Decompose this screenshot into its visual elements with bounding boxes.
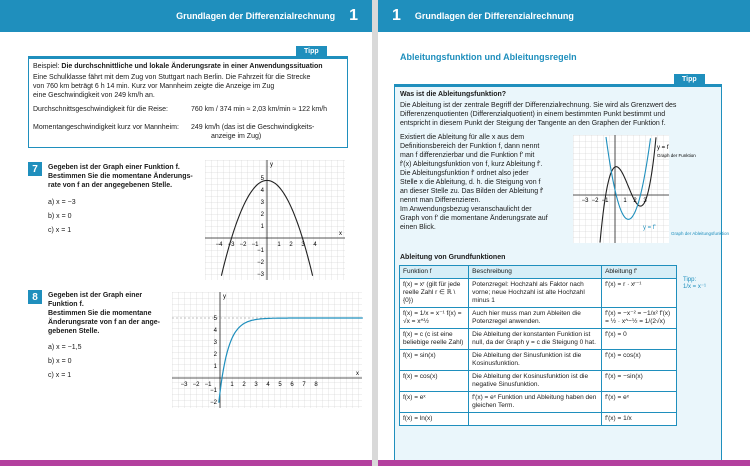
exercise-8-line: gebenen Stelle. [48,328,100,335]
graph-7-axis-x: x [339,231,342,237]
graph-8-xtick: −3 [180,382,188,388]
row2-label: Momentangeschwindigkeit kurz vor Mannheim: [33,124,179,131]
graph-8-ytick: 5 [213,316,217,322]
row2-value: 249 km/h (das ist die Geschwindigkeits- [191,124,315,131]
body-text [400,133,568,232]
table-cell-description: Die Ableitung der konstanten Funktion ist null, da der Graph y = c die Steigung 0 hat. [469,329,602,350]
graph-8 [172,292,362,408]
graph-label-fp: y = f' [643,225,656,231]
derivative-graph-xtick: −2 [591,198,599,204]
example-line: eine Geschwindigkeit von 249 km/h an. [33,92,155,99]
graph-label-f: y = f [657,145,669,151]
table-cell-derivative: f'(x) = r · xʳ⁻¹ [602,279,677,308]
derivative-graph-xtick: 3 [643,198,647,204]
derivative-graph [573,135,730,243]
table-header-cell: Funktion f [400,266,469,279]
table-row [400,350,677,371]
exercise-7-text [48,163,198,190]
right-header-title: Grundlagen der Differenzialrechnung [414,11,574,21]
body-line: Existiert die Ableitung für alle x aus dem [400,134,525,141]
table-row [400,392,677,413]
graph-7-ytick: −2 [257,260,264,266]
exercise-7-line: Gegeben ist der Graph einer Funktion f. [48,164,180,171]
body-line: Im Anwendungsbezug veranschaulicht der [400,206,532,213]
exercise-7-item: c) x = 1 [48,227,72,234]
example-line: Eine Schulklasse fährt mit dem Zug von Stuttgart nach Berlin. Die Fahrzeit für die Strecke [33,74,311,81]
graph-8-ytick: 3 [213,340,217,346]
graph-8-xtick: 7 [302,382,306,388]
row1-value: 760 km / 374 min ≈ 2,03 km/min ≈ 122 km/h [191,106,328,113]
graph-8-ytick: 2 [213,352,217,358]
side-tipp-label: Tipp: [683,277,697,283]
right-tipp-badge: Tipp [674,74,705,85]
graph-8-ytick: 4 [213,328,217,334]
left-header-num: 1 [349,7,358,24]
graph-7-xtick: 2 [289,242,293,248]
right-header [378,0,750,32]
graph-7-xtick: −2 [239,242,247,248]
example-box [28,56,348,148]
exercise-8-item: c) x = 1 [48,372,72,379]
graph-8-axis-x: x [356,371,359,377]
table-header-row [400,266,677,279]
example-body [33,73,345,100]
table-cell-function: f(x) = sin(x) [400,350,469,371]
side-tipp-formula: 1/x = x⁻¹ [683,284,707,290]
table-cell-function: f(x) = eˣ [400,392,469,413]
left-header-title: Grundlagen der Differenzialrechnung [176,11,336,21]
table-cell-derivative: f'(x) = eˣ [602,392,677,413]
right-bottom-bar [378,460,750,466]
graph-7 [205,160,345,280]
exercise-8-text [48,291,168,336]
table-header-cell: Ableitung f' [602,266,677,279]
body-line: Graph von f' die momentane Änderungsrate auf [400,215,548,222]
graph-7-xtick: −4 [215,242,223,248]
exercise-7-line: Bestimmen Sie die momentane Änderungs- [48,173,193,180]
derivative-table [399,265,677,426]
intro-line: Die Ableitung ist der zentrale Begriff der Differenzialrechnung. Sie wird als Grenzwert des [400,102,677,109]
graph-8-ytick: −2 [210,400,217,406]
right-page [378,0,750,466]
table-cell-derivative: f'(x) = 0 [602,329,677,350]
row2-value-cont: anzeige im Zug) [211,133,262,140]
graph-label-f2: Graph der Funktion [657,153,696,158]
exercise-8-line: Funktion f. [48,301,84,308]
graph-8-ytick: −1 [210,388,217,394]
graph-8-xtick: 3 [254,382,258,388]
exercise-8-line: Gegeben ist der Graph einer [48,292,143,299]
graph-8-xtick: 4 [266,382,270,388]
derivative-graph-xtick: 1 [623,198,627,204]
body-line: man f differenzierbar und die Funktion f' mit [400,152,535,159]
graph-8-xtick: −2 [192,382,200,388]
intro-line: Differenzenquotienten (Differenzialquotient) in einem bestimmten Punkt bestimmt und [400,111,666,118]
table-cell-description [469,413,602,426]
graph-7-axis-y: y [270,162,273,168]
body-line: Definitionsbereich der Funktion f, dann nennt [400,143,540,150]
table-cell-description: Die Ableitung der Kosinusfunktion ist die negative Sinusfunktion. [469,371,602,392]
table-cell-description: Potenzregel: Hochzahl als Faktor nach vorne; neue Hochzahl ist alte Hochzahl minus 1 [469,279,602,308]
exercise-7-line: rate von f an der angegebenen Stelle. [48,182,173,189]
exercise-7-items [48,198,76,235]
graph-7-xtick: 1 [277,242,281,248]
example-title-text: Die durchschnittliche und lokale Änderungsrate in einer Anwendungssituation [61,63,323,70]
body-line: nennt man Differenzieren. [400,197,481,204]
row1-label: Durchschnittsgeschwindigkeit für die Reise: [33,106,169,113]
table-row [400,329,677,350]
table-header-cell: Beschreibung [469,266,602,279]
exercise-8-line: Änderungsrate von f an der ange- [48,319,161,326]
graph-label-fp2: Graph der Ableitungsfunktion [671,231,730,236]
exercise-8-items [48,343,81,380]
table-title: Ableitung von Grundfunktionen [400,254,506,261]
exercise-8-number: 8 [28,290,42,304]
graph-7-ytick: 1 [260,224,264,230]
exercise-8-item: a) x = −1,5 [48,344,82,351]
graph-7-ytick: −3 [257,272,264,278]
exercise-8-line: Bestimmen Sie die momentane [48,310,152,317]
exercise-7-item: a) x = −3 [48,199,76,206]
section-title: Ableitungsfunktion und Ableitungsregeln [400,52,577,62]
graph-8-xtick: 2 [242,382,246,388]
body-line: Die Ableitungsfunktion f' ordnet also jeder [400,170,529,177]
table-cell-function: f(x) = ln(x) [400,413,469,426]
example-line: von 760 km beträgt 6 h 14 min. Kurz vor Mannheim zeigte die Anzeige im Zug [33,83,275,90]
table-cell-function: f(x) = 1/x = x⁻¹ f(x) = √x = x^½ [400,308,469,329]
graph-8-ytick: 1 [213,364,217,370]
table-row [400,371,677,392]
derivative-graph-xtick: 2 [633,198,637,204]
graph-7-ytick: 5 [260,176,264,182]
body-line: Stelle x die Ableitung, d. h. die Steigung von f [400,179,541,186]
body-line: f'(x) Ableitungsfunktion von f, kurz Ableitung f'. [400,161,543,168]
graph-8-xtick: 8 [314,382,318,388]
graph-8-xtick: 6 [290,382,294,388]
left-tipp-badge: Tipp [296,46,327,57]
example-title [33,62,345,71]
table-row [400,308,677,329]
graph-7-ytick: 4 [260,188,264,194]
table-cell-derivative: f'(x) = 1/x [602,413,677,426]
graph-7-ytick: 2 [260,212,264,218]
graph-7-xtick: −1 [251,242,259,248]
table-row [400,279,677,308]
table-cell-function: f(x) = xʳ (gilt für jede reelle Zahl r ∈ ℝ \ {0}) [400,279,469,308]
graph-8-xtick: 1 [230,382,234,388]
graph-7-ytick: 3 [260,200,264,206]
graph-7-xtick: 3 [301,242,305,248]
definition-box [394,84,730,466]
graph-8-xtick: −1 [204,382,212,388]
exercise-7-item: b) x = 0 [48,213,72,220]
exercise-8-item: b) x = 0 [48,358,72,365]
derivative-graph-xtick: −1 [601,198,609,204]
body-line: einen Blick. [400,224,436,231]
table-cell-function: f(x) = c (c ist eine beliebige reelle Zahl) [400,329,469,350]
table-row [400,413,677,426]
derivative-graph-xtick: −3 [581,198,589,204]
example-title-prefix: Beispiel: [33,63,60,70]
left-page [0,0,372,466]
right-header-num: 1 [392,7,401,24]
intro-text [400,101,718,128]
graph-7-xtick: −3 [227,242,235,248]
graph-8-axis-y: y [223,294,226,300]
table-cell-description: Die Ableitung der Sinusfunktion ist die Kosinusfunktion. [469,350,602,371]
intro-line: entspricht in diesem Punkt der Steigung der Tangente an den Graphen der Funktion f. [400,120,666,127]
exercise-7-number: 7 [28,162,42,176]
table-cell-description: Auch hier muss man zum Ableiten die Potenzregel anwenden. [469,308,602,329]
table-cell-derivative: f'(x) = cos(x) [602,350,677,371]
graph-7-ytick: −1 [257,248,264,254]
graph-7-xtick: 4 [313,242,317,248]
table-cell-derivative: f'(x) = −sin(x) [602,371,677,392]
table-cell-derivative: f'(x) = −x⁻² = −1/x² f'(x) = ½ · x^−½ = 1/(2√x) [602,308,677,329]
table-cell-description: f'(x) = eˣ Funktion und Ableitung haben den gleichen Term. [469,392,602,413]
question-title: Was ist die Ableitungsfunktion? [400,91,507,98]
left-header [0,0,372,32]
side-tipp [683,277,706,290]
table-cell-function: f(x) = cos(x) [400,371,469,392]
graph-8-xtick: 5 [278,382,282,388]
body-line: an dieser Stelle zu. Das Bilden der Ableitung f' [400,188,544,195]
left-bottom-bar [0,460,372,466]
